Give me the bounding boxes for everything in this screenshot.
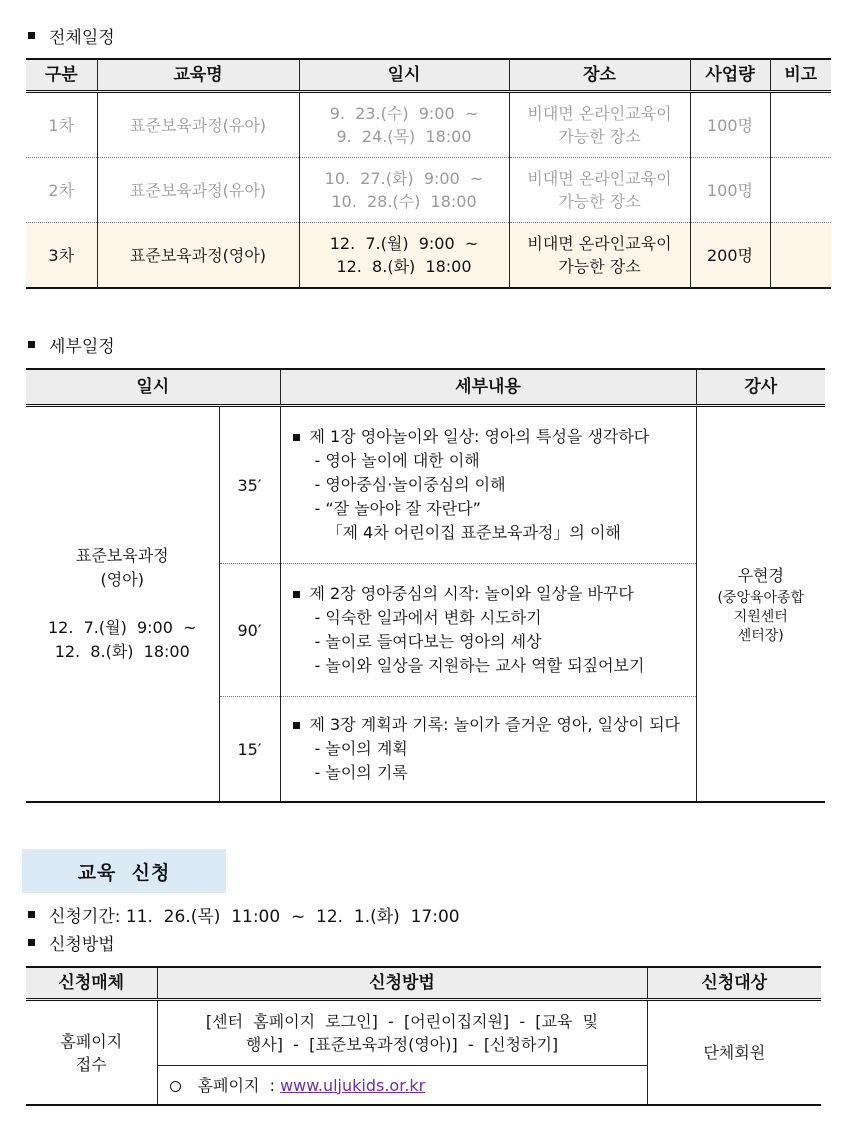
- apply-method: [28, 930, 115, 955]
- method-line: 행사] - [표준보육과정(영아)] - [신청하기]: [245, 1035, 559, 1054]
- session-content-cell: [280, 406, 696, 564]
- table-row: [26, 406, 825, 564]
- header-cell: 일시: [26, 369, 280, 406]
- course-name-cell: 표준보육과정(유아): [97, 92, 299, 158]
- session-item: - “잘 놀아야 잘 자란다”: [314, 499, 481, 518]
- place-line: 가능한 장소: [558, 127, 641, 146]
- homepage-link[interactable]: www.uljukids.or.kr: [280, 1075, 426, 1095]
- apply-method-title: 신청방법: [49, 935, 115, 955]
- duration-cell: 35′: [219, 406, 280, 564]
- course-name: 표준보육과정: [75, 546, 169, 565]
- place-cell: [509, 158, 690, 223]
- instructor-cell: [696, 406, 825, 803]
- instructor-org: 지원센터: [733, 608, 788, 625]
- table-row-highlighted: [26, 223, 831, 289]
- homepage-cell: [157, 1066, 647, 1106]
- place-line: 가능한 장소: [558, 257, 641, 276]
- course-target: (영아): [100, 570, 144, 589]
- session-item: - 영아중심·놀이중심의 이해: [314, 475, 506, 494]
- date-cell: [299, 92, 509, 158]
- round-cell: 1차: [26, 92, 97, 158]
- square-bullet-icon: [28, 911, 35, 918]
- date-line: 9. 23.(수) 9:00 ~: [329, 104, 479, 123]
- place-line: 비대면 온라인교육이: [527, 104, 672, 123]
- datetime-cell: [26, 406, 219, 803]
- header-cell: 신청매체: [26, 967, 157, 1000]
- square-bullet-icon: [293, 722, 300, 729]
- square-bullet-icon: [28, 939, 35, 946]
- medium-line: 홈페이지: [60, 1031, 123, 1051]
- session-title: 제 3장 계획과 기록: 놀이가 즐거운 영아, 일상이 되다: [309, 715, 680, 734]
- session-title-row: [293, 713, 692, 737]
- banner-title: 교육 신청: [77, 861, 171, 884]
- session-item: - 익숙한 일과에서 변화 시도하기: [314, 608, 542, 627]
- capacity-cell: 100명: [690, 158, 770, 223]
- header-cell: 교육명: [97, 59, 299, 92]
- session-item: - 놀이의 계획: [314, 739, 408, 758]
- header-cell: 사업량: [690, 59, 770, 92]
- session-title: 제 2장 영아중심의 시작: 놀이와 일상을 바꾸다: [309, 584, 634, 603]
- session-item-extra: 「제 4차 어린이집 표준보육과정」의 이해: [326, 523, 621, 542]
- apply-period-text: 신청기간: 11. 26.(목) 11:00 ~ 12. 1.(화) 17:00: [49, 907, 460, 927]
- medium-cell: [26, 1000, 157, 1106]
- header-cell: 비고: [770, 59, 831, 92]
- place-cell: [509, 223, 690, 289]
- target-cell: 단체회원: [647, 1000, 821, 1106]
- date-line: 10. 27.(화) 9:00 ~: [324, 169, 484, 188]
- round-cell: 2차: [26, 158, 97, 223]
- duration-cell: 90′: [219, 564, 280, 697]
- square-bullet-icon: [293, 434, 300, 441]
- method-cell: [157, 1000, 647, 1066]
- capacity-cell: 100명: [690, 92, 770, 158]
- table-header-row: [26, 967, 821, 1000]
- table-row: [26, 1000, 821, 1066]
- date-line: 12. 7.(월) 9:00 ~: [329, 234, 479, 253]
- overall-schedule-table: [26, 58, 831, 289]
- header-cell: 구분: [26, 59, 97, 92]
- course-name-cell: 표준보육과정(유아): [97, 158, 299, 223]
- section-overall-schedule: [28, 23, 115, 48]
- date-line: 10. 28.(수) 18:00: [331, 192, 477, 211]
- date-line: 12. 7.(월) 9:00 ~: [47, 618, 197, 637]
- header-cell: 일시: [299, 59, 509, 92]
- session-item: - 놀이의 기록: [314, 763, 408, 782]
- course-name-cell: 표준보육과정(영아): [97, 223, 299, 289]
- capacity-cell: 200명: [690, 223, 770, 289]
- place-line: 가능한 장소: [558, 192, 641, 211]
- square-bullet-icon: [28, 341, 35, 348]
- session-title-row: [293, 425, 692, 449]
- date-cell: [299, 223, 509, 289]
- session-item: - 놀이로 들여다보는 영아의 세상: [314, 632, 542, 651]
- header-cell: 세부내용: [280, 369, 696, 406]
- square-bullet-icon: [28, 32, 35, 39]
- instructor-org: (중앙육아종합: [717, 589, 805, 606]
- session-item: - 영아 놀이에 대한 이해: [314, 451, 480, 470]
- note-cell: [770, 158, 831, 223]
- header-cell: 장소: [509, 59, 690, 92]
- instructor-org: 센터장): [737, 627, 784, 644]
- detail-schedule-table: [26, 368, 825, 803]
- place-cell: [509, 92, 690, 158]
- date-line: 12. 8.(화) 18:00: [54, 642, 190, 661]
- session-item: - 놀이와 일상을 지원하는 교사 역할 되짚어보기: [314, 656, 645, 675]
- square-bullet-icon: [293, 591, 300, 598]
- homepage-label: 홈페이지 :: [197, 1075, 275, 1095]
- session-title-row: [293, 582, 692, 606]
- application-method-table: [26, 966, 821, 1106]
- medium-line: 접수: [75, 1054, 107, 1074]
- place-line: 비대면 온라인교육이: [527, 169, 672, 188]
- table-row: [26, 92, 831, 158]
- date-line: 9. 24.(목) 18:00: [336, 127, 472, 146]
- table-row: [26, 158, 831, 223]
- header-cell: 신청대상: [647, 967, 821, 1000]
- method-line: [센터 홈페이지 로그인] - [어린이집지원] - [교육 및: [205, 1012, 599, 1031]
- instructor-name: 우현경: [737, 565, 784, 585]
- date-cell: [299, 158, 509, 223]
- round-cell: 3차: [26, 223, 97, 289]
- section-title: 세부일정: [49, 337, 115, 357]
- duration-cell: 15′: [219, 697, 280, 803]
- circle-bullet-icon: [170, 1081, 181, 1092]
- session-title: 제 1장 영아놀이와 일상: 영아의 특성을 생각하다: [309, 427, 650, 446]
- apply-period: [28, 902, 460, 927]
- session-content-cell: [280, 564, 696, 697]
- section-title: 전체일정: [49, 28, 115, 48]
- table-header-row: [26, 59, 831, 92]
- note-cell: [770, 92, 831, 158]
- application-banner: [22, 849, 226, 893]
- session-content-cell: [280, 697, 696, 803]
- header-cell: 강사: [696, 369, 825, 406]
- note-cell: [770, 223, 831, 289]
- place-line: 비대면 온라인교육이: [527, 234, 672, 253]
- header-cell: 신청방법: [157, 967, 647, 1000]
- date-line: 12. 8.(화) 18:00: [336, 257, 472, 276]
- table-header-row: [26, 369, 825, 406]
- section-detail-schedule: [28, 332, 115, 357]
